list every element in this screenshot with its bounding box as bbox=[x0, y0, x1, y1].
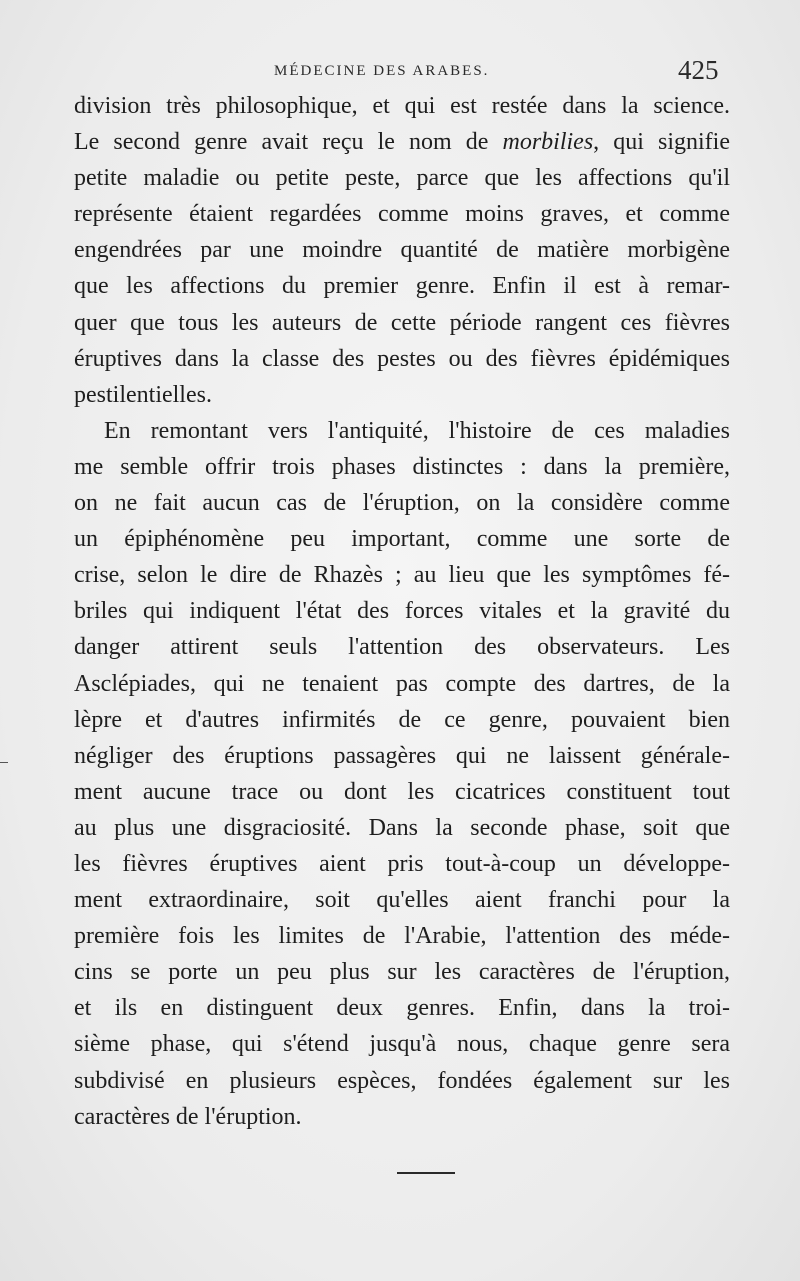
text-line: que les affections du premier genre. Enfin il est à remar- bbox=[74, 273, 730, 300]
text-line: cins se porte un peu plus sur les caractères de l'éruption, bbox=[74, 959, 730, 986]
text-line: ment extraordinaire, soit qu'elles aient franchi pour la bbox=[74, 887, 730, 914]
text-line: subdivisé en plusieurs espèces, fondées également sur les bbox=[74, 1067, 730, 1094]
text-line: me semble offrir trois phases distinctes : dans la première, bbox=[74, 453, 730, 480]
text-line: et ils en distinguent deux genres. Enfin, dans la troi- bbox=[74, 995, 730, 1022]
text-line: sième phase, qui s'étend jusqu'à nous, chaque genre sera bbox=[74, 1031, 730, 1058]
text-line: ment aucune trace ou dont les cicatrices constituent tout bbox=[74, 778, 730, 805]
section-end-rule bbox=[397, 1172, 455, 1174]
paragraph-2 bbox=[74, 413, 730, 1135]
text-line-with-italic: Le second genre avait reçu le nom de morbilies, qui signifie bbox=[74, 129, 730, 156]
text-line: Asclépiades, qui ne tenaient pas compte des dartres, de la bbox=[74, 670, 730, 697]
page-number: 425 bbox=[678, 55, 719, 85]
text-line: En remontant vers l'antiquité, l'histoire de ces maladies bbox=[104, 417, 730, 444]
text-line: négliger des éruptions passagères qui ne laissent générale- bbox=[74, 742, 730, 769]
text-line: représente étaient regardées comme moins graves, et comme bbox=[74, 201, 730, 228]
italic-term: morbilies bbox=[502, 129, 594, 156]
body-text bbox=[74, 88, 730, 1135]
text-line: division très philosophique, et qui est restée dans la science. bbox=[74, 93, 730, 119]
text-line: petite maladie ou petite peste, parce que les affections qu'il bbox=[74, 165, 730, 192]
text-line: briles qui indiquent l'état des forces vitales et la gravité du bbox=[74, 598, 730, 625]
text-line: éruptives dans la classe des pestes ou des fièvres épidémiques bbox=[74, 345, 730, 372]
text-line: crise, selon le dire de Rhazès ; au lieu que les symptômes fé- bbox=[74, 562, 730, 589]
text-line: un épiphénomène peu important, comme une sorte de bbox=[74, 526, 730, 553]
text-line: engendrées par une moindre quantité de matière morbigène bbox=[74, 237, 730, 264]
page-header bbox=[0, 55, 800, 89]
text-line: caractères de l'éruption. bbox=[74, 1103, 302, 1130]
text-line: pestilentielles. bbox=[74, 381, 212, 408]
text-line: les fièvres éruptives aient pris tout-à-coup un développe- bbox=[74, 850, 730, 877]
text-line: on ne fait aucun cas de l'éruption, on la considère comme bbox=[74, 490, 730, 517]
text-line: quer que tous les auteurs de cette période rangent ces fièvres bbox=[74, 309, 730, 336]
paragraph-1 bbox=[74, 88, 730, 413]
running-title: MÉDECINE DES ARABES. bbox=[274, 63, 490, 79]
text-line: au plus une disgraciosité. Dans la seconde phase, soit que bbox=[74, 814, 730, 841]
text-line: première fois les limites de l'Arabie, l'attention des méde- bbox=[74, 923, 730, 950]
text-line: lèpre et d'autres infirmités de ce genre, pouvaient bien bbox=[74, 706, 730, 733]
text-line: danger attirent seuls l'attention des observateurs. Les bbox=[74, 634, 730, 661]
margin-mark bbox=[0, 762, 8, 763]
